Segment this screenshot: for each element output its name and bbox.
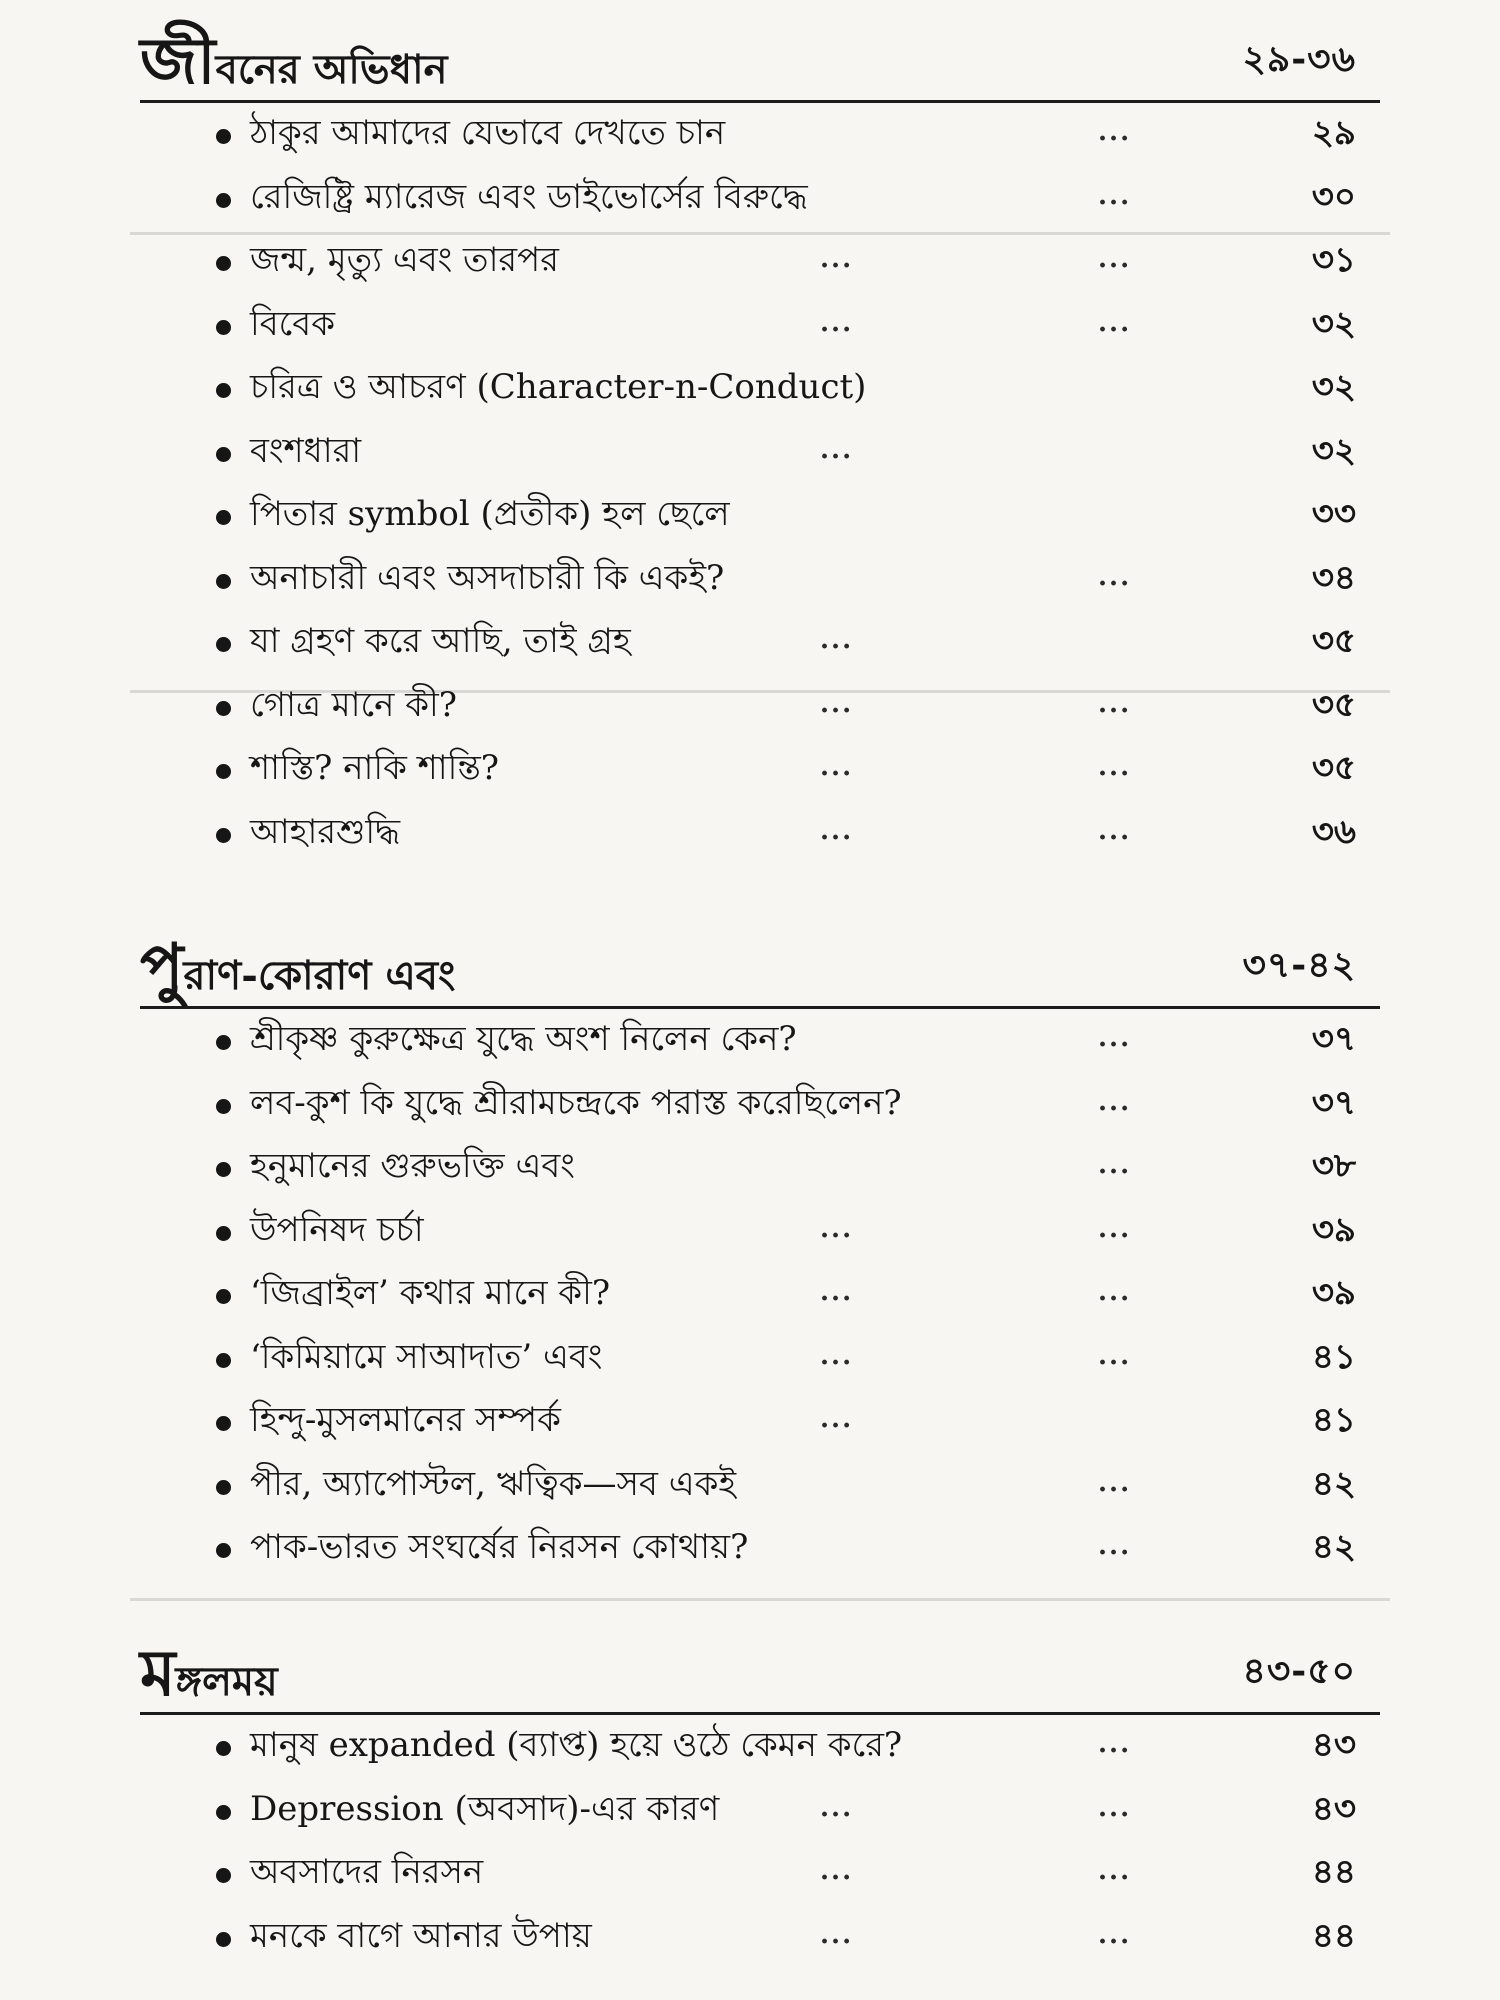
section-page-range: ৩৭-৪২ [1242,944,1356,986]
bullet-icon [216,574,231,589]
toc-page-number: ৩৫ [1311,684,1356,725]
toc-page-number: ৩৬ [1311,811,1356,852]
bullet-icon [216,256,231,271]
leader-dots: ... [820,1277,854,1307]
toc-item-title: ঠাকুর আমাদের যেভাবে দেখতে চান [250,113,726,153]
toc-item[interactable] [140,230,1380,294]
bullet-icon [216,1741,231,1756]
toc-item-title: গোত্র মানে কী? [250,684,457,725]
toc-page-number: ৪৪ [1311,1915,1356,1956]
toc-item[interactable] [140,1715,1380,1779]
toc-page-number: ৪২ [1311,1527,1356,1567]
leader-dots: ... [1098,307,1132,338]
toc-page-number: ৪১ [1311,1336,1356,1377]
bullet-icon [216,1099,231,1114]
leader-dots: ... [820,1404,854,1434]
toc-item-title: বিবেক [250,303,336,344]
toc-item-title: শ্রীকৃষ্ণ কুরুক্ষেত্র যুদ্ধে অংশ নিলেন কেন? [250,1019,797,1059]
toc-item-title: মানুষ expanded (ব্যাপ্ত) হয়ে ওঠে কেমন করে? [250,1725,903,1765]
toc-item[interactable] [140,1779,1380,1843]
toc-section-puran-koran [140,930,1380,1581]
toc-item-title: রেজিষ্ট্রি ম্যারেজ এবং ডাইভোর্সের বিরুদ্ধে [250,176,808,217]
leader-dots: ... [1098,1023,1132,1053]
toc-item[interactable] [140,738,1380,802]
leader-dots: ... [820,434,854,465]
toc-item[interactable] [140,1073,1380,1137]
toc-item[interactable] [140,548,1380,612]
leader-dots: ... [1098,1340,1132,1371]
toc-item[interactable] [140,1136,1380,1200]
toc-page-number: ৩৫ [1311,748,1356,788]
leader-dots: ... [1098,1277,1132,1307]
leader-dots: ... [820,1792,854,1823]
toc-item[interactable] [140,1200,1380,1264]
toc-page-number: ৩১ [1311,240,1356,280]
leader-dots: ... [1098,1150,1132,1180]
bullet-icon [216,637,231,652]
section-title: পুরাণ-কোরাণ এবং [140,930,456,1005]
toc-page-number: ৩২ [1311,303,1356,344]
toc-item-title: জন্ম, মৃত্যু এবং তারপর [250,240,559,280]
bullet-icon [216,193,231,208]
toc-page-number: ৩২ [1311,367,1356,407]
toc-item[interactable] [140,1390,1380,1454]
toc-page-number: ৩৮ [1311,1146,1356,1186]
toc-item[interactable] [140,103,1380,167]
bleed-through-line [130,1598,1390,1601]
leader-dots: ... [1098,244,1132,274]
section-header [140,1636,1380,1715]
bullet-icon [216,1932,231,1947]
bullet-icon [216,828,231,843]
leader-dots: ... [1098,1856,1132,1886]
toc-list [140,1009,1380,1581]
leader-dots: ... [820,752,854,782]
leader-dots: ... [1098,1729,1132,1759]
leader-dots: ... [820,1919,854,1950]
leader-dots: ... [820,1213,854,1244]
toc-item[interactable] [140,611,1380,675]
bullet-icon [216,1353,231,1368]
toc-item[interactable] [140,1842,1380,1906]
toc-item-title: Depression (অবসাদ)-এর কারণ [250,1788,720,1829]
leader-dots: ... [1098,1792,1132,1823]
toc-item-title: শাস্তি? নাকি শান্তি? [250,748,500,788]
leader-dots: ... [1098,815,1132,846]
toc-page-number: ৩৯ [1311,1209,1356,1250]
toc-item-title: চরিত্র ও আচরণ (Character-n-Conduct) [250,367,867,407]
toc-item-title: বংশধারা [250,430,362,471]
toc-item[interactable] [140,1454,1380,1518]
toc-page-number: ৩২ [1311,430,1356,471]
bullet-icon [216,1805,231,1820]
toc-item[interactable] [140,357,1380,421]
bullet-icon [216,1226,231,1241]
bullet-icon [216,320,231,335]
leader-dots: ... [820,1856,854,1886]
leader-dots: ... [820,244,854,274]
toc-page-number: ৩৫ [1311,621,1356,661]
toc-item-title: হিন্দু-মুসলমানের সম্পর্ক [250,1400,561,1440]
toc-item-title: ‘জিব্রাইল’ কথার মানে কী? [250,1273,611,1313]
toc-item[interactable] [140,421,1380,485]
toc-page-number: ৩৪ [1311,557,1356,598]
bullet-icon [216,1480,231,1495]
toc-item-title: অনাচারী এবং অসদাচারী কি একই? [250,557,725,598]
toc-item-title: আহারশুদ্ধি [250,811,401,852]
toc-page-number: ৩৩ [1311,494,1356,534]
toc-item[interactable] [140,1517,1380,1581]
section-header [140,930,1380,1009]
toc-page-number: ৩৭ [1311,1019,1356,1059]
bullet-icon [216,1868,231,1883]
bullet-icon [216,129,231,144]
toc-page-number: ২৯ [1311,113,1356,153]
toc-page-number: ৪৩ [1311,1788,1356,1829]
toc-item-title: উপনিষদ চর্চা [250,1209,424,1250]
toc-item-title: পিতার symbol (প্রতীক) হল ছেলে [250,494,730,534]
bullet-icon [216,1543,231,1558]
section-title: জীবনের অভিধান [140,24,448,99]
toc-page-number: ৪৩ [1311,1725,1356,1765]
leader-dots: ... [820,815,854,846]
toc-section-mongolmoy [140,1636,1380,1969]
toc-item[interactable] [140,1327,1380,1391]
bullet-icon [216,1162,231,1177]
bullet-icon [216,447,231,462]
toc-item-title: লব-কুশ কি যুদ্ধে শ্রীরামচন্দ্রকে পরাস্ত করেছিলেন? [250,1082,902,1123]
bullet-icon [216,383,231,398]
section-header [140,24,1380,103]
toc-item[interactable] [140,675,1380,739]
leader-dots: ... [1098,1919,1132,1950]
leader-dots: ... [1098,1467,1132,1498]
toc-item[interactable] [140,1263,1380,1327]
section-page-range: ৪৩-৫০ [1242,1650,1356,1692]
toc-section-jiboner-obhidhan [140,24,1380,865]
leader-dots: ... [1098,180,1132,211]
toc-page-number: ৪১ [1311,1400,1356,1440]
toc-item[interactable] [140,167,1380,231]
toc-item-title: পাক-ভারত সংঘর্ষের নিরসন কোথায়? [250,1527,749,1567]
toc-page-number: ৪২ [1311,1463,1356,1504]
toc-item-title: অবসাদের নিরসন [250,1852,484,1892]
bullet-icon [216,764,231,779]
toc-item-title: ‘কিমিয়ামে সাআদাত’ এবং [250,1336,603,1377]
leader-dots: ... [1098,561,1132,592]
toc-page-number: ৩৯ [1311,1273,1356,1313]
toc-list [140,1715,1380,1969]
toc-item[interactable] [140,294,1380,358]
bullet-icon [216,1035,231,1050]
toc-item-title: হনুমানের গুরুভক্তি এবং [250,1146,575,1186]
leader-dots: ... [1098,1531,1132,1561]
leader-dots: ... [1098,117,1132,147]
toc-item[interactable] [140,1009,1380,1073]
leader-dots: ... [820,688,854,719]
toc-item-title: পীর, অ্যাপোস্টল, ঋত্বিক—সব একই [250,1463,737,1504]
toc-page-number: ৩৭ [1311,1082,1356,1123]
toc-item-title: যা গ্রহণ করে আছি, তাই গ্রহ [250,621,631,661]
toc-page-number: ৪৪ [1311,1852,1356,1892]
leader-dots: ... [820,1340,854,1371]
leader-dots: ... [1098,688,1132,719]
leader-dots: ... [1098,1086,1132,1117]
leader-dots: ... [820,625,854,655]
toc-item[interactable] [140,1906,1380,1970]
section-title: মঙ্গলময় [140,1636,278,1711]
bullet-icon [216,701,231,716]
leader-dots: ... [1098,1213,1132,1244]
bullet-icon [216,510,231,525]
section-page-range: ২৯-৩৬ [1242,38,1356,80]
toc-page-number: ৩০ [1311,176,1356,217]
leader-dots: ... [1098,752,1132,782]
toc-item-title: মনকে বাগে আনার উপায় [250,1915,592,1956]
bullet-icon [216,1289,231,1304]
toc-list [140,103,1380,865]
leader-dots: ... [820,307,854,338]
toc-item[interactable] [140,802,1380,866]
toc-item[interactable] [140,484,1380,548]
bullet-icon [216,1416,231,1431]
